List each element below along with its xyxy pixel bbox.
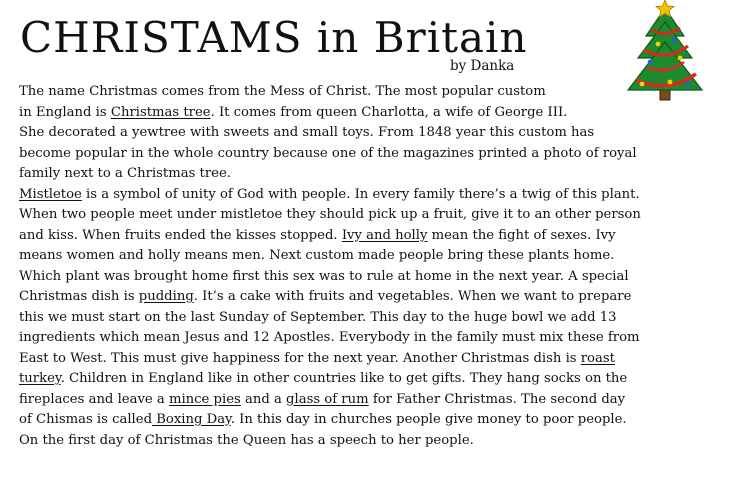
text-segment: Which plant was brought home first this sex was to rule at home in the next year. A special	[19, 268, 629, 284]
text-segment: means women and holly means men. Next custom made people bring these plants home.	[19, 248, 615, 263]
underlined-term: glass of rum	[286, 391, 369, 407]
body-text-line	[19, 144, 739, 165]
text-segment: mean the fight of sexes. Ivy	[427, 227, 616, 243]
text-segment: . It’s a cake with fruits and vegetables. When we want to prepare	[193, 289, 632, 304]
text-segment: and kiss. When fruits ended the kisses stopped.	[19, 227, 342, 243]
text-segment: of Chismas is called	[19, 412, 153, 427]
body-text-line	[19, 308, 739, 329]
text-segment: The name Christmas comes from the Mess of Christ. The most popular custom	[19, 84, 546, 99]
body-text-line	[19, 349, 739, 370]
body-text-line	[19, 369, 739, 390]
body-text-line	[19, 246, 739, 267]
text-segment: . Children in England like in other countries like to get gifts. They hang socks on the	[60, 371, 628, 386]
underlined-term: Mistletoe	[19, 186, 82, 202]
body-text-line	[19, 185, 739, 206]
body-text-line	[19, 390, 739, 411]
body-text-line	[19, 410, 739, 431]
text-segment: is a symbol of unity of God with people. In every family there’s a twig of this plant.	[81, 186, 640, 202]
body-text-line	[19, 123, 739, 144]
text-segment: family next to a Christmas tree.	[19, 166, 231, 181]
text-segment: . In this day in churches people give money to poor people.	[230, 412, 627, 427]
underlined-term: Christmas tree	[110, 104, 211, 120]
text-segment: ingredients which mean Jesus and 12 Apostles. Everybody in the family must mix these from	[19, 330, 640, 345]
body-text-line	[19, 205, 739, 226]
underlined-term: turkey	[19, 371, 61, 386]
underlined-term: pudding	[138, 289, 194, 304]
document-title: CHRISTAMS in Britain	[20, 13, 528, 62]
author-byline: by Danka	[450, 58, 515, 74]
body-text-line	[19, 164, 739, 185]
body-text-line	[19, 287, 739, 308]
text-segment: and a	[240, 391, 287, 407]
underlined-term: Boxing Day	[152, 412, 231, 427]
text-segment: fireplaces and leave a	[19, 391, 169, 407]
text-segment: become popular in the whole country because one of the magazines printed a photo of royal	[19, 145, 637, 161]
text-segment: Christmas dish is	[19, 289, 139, 304]
body-text-line	[19, 431, 739, 452]
text-segment: When two people meet under mistletoe they should pick up a fruit, give it to an other person	[19, 207, 641, 222]
text-segment: East to West. This must give happiness for the next year. Another Christmas dish is	[19, 350, 581, 366]
underlined-term: mince pies	[168, 391, 241, 407]
body-text-line	[19, 226, 739, 247]
body-text-line	[19, 328, 739, 349]
text-segment: She decorated a yewtree with sweets and small toys. From 1848 year this custom has	[19, 125, 595, 140]
text-segment: . It comes from queen Charlotta, a wife of George III.	[210, 104, 568, 120]
text-segment: this we must start on the last Sunday of September. This day to the huge bowl we add 13	[19, 309, 617, 325]
body-text-line	[19, 267, 739, 288]
text-segment: in England is	[19, 104, 111, 120]
document-body	[19, 82, 739, 451]
text-segment: for Father Christmas. The second day	[368, 391, 626, 407]
body-text-line	[19, 82, 739, 103]
body-text-line	[19, 103, 739, 124]
text-segment: On the first day of Christmas the Queen has a speech to her people.	[19, 432, 474, 448]
underlined-term: roast	[580, 350, 615, 366]
underlined-term: Ivy and holly	[341, 227, 428, 243]
